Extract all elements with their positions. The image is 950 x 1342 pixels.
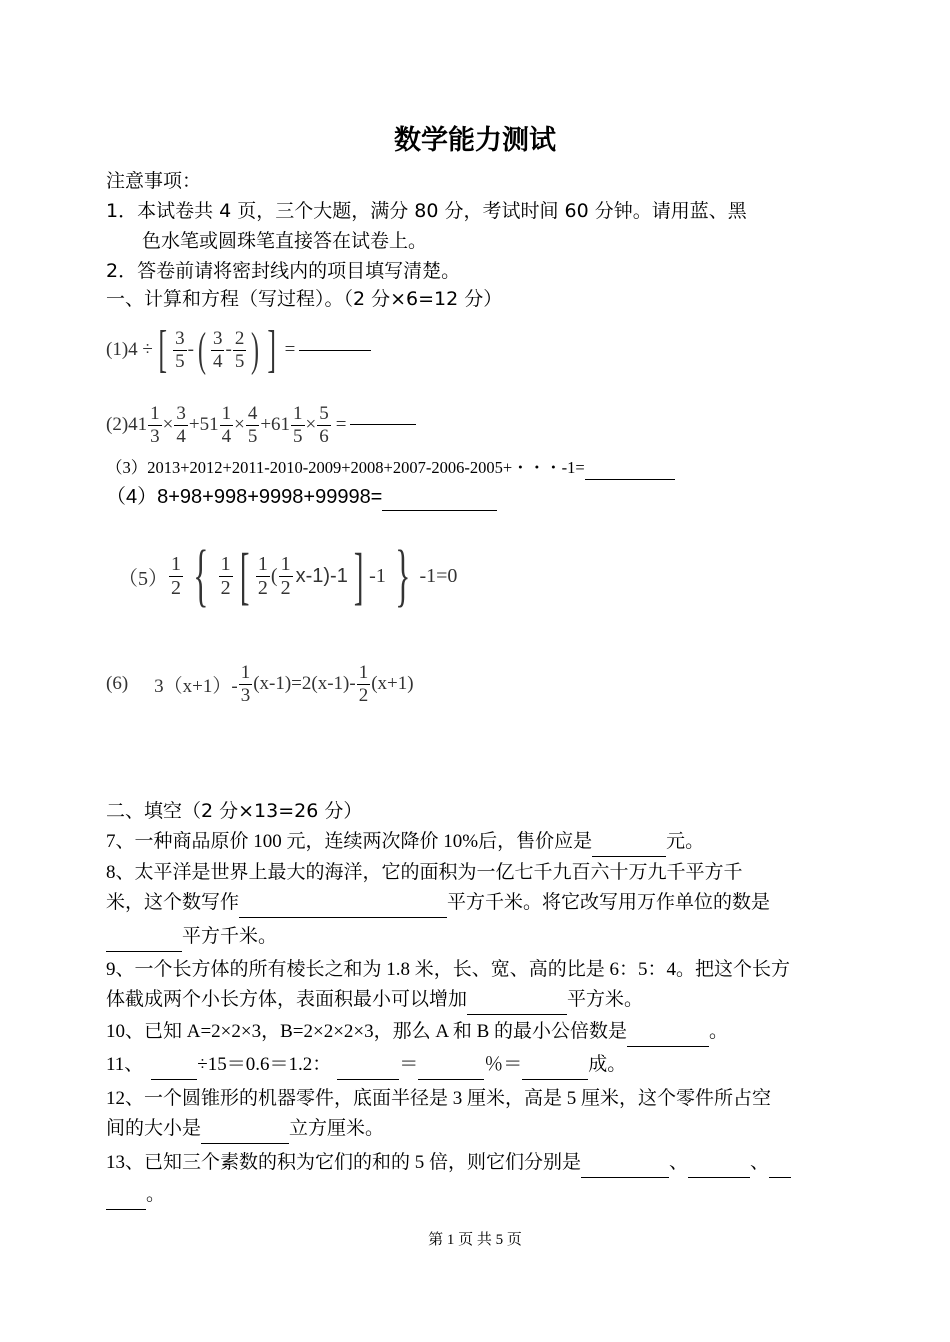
notes-item-1-cont: 色水笔或圆珠笔直接答在试卷上。 xyxy=(142,230,428,252)
q5-tail-1: )-1 xyxy=(323,564,348,587)
q7-answer-blank[interactable] xyxy=(592,834,666,857)
q13-answer-blank-2[interactable] xyxy=(688,1155,750,1178)
q9-answer-blank[interactable] xyxy=(467,992,567,1015)
question-5 xyxy=(118,538,457,614)
q5-paren-open: ( xyxy=(270,564,278,587)
q2-times-1: × xyxy=(162,414,174,435)
q1-fraction-2: $\frac{3}{4}$ xyxy=(212,327,223,372)
q13-answer-blank-1[interactable] xyxy=(581,1155,669,1178)
question-8-line-1: 8、太平洋是世界上最大的海洋，它的面积为一亿七千九百六十万九千平方千 xyxy=(106,862,743,883)
q5-label: （5） xyxy=(118,567,168,590)
question-13 xyxy=(106,1148,791,1178)
q11-text-3: ％＝ xyxy=(484,1054,523,1075)
q1-answer-blank[interactable] xyxy=(299,350,371,351)
q5-brace-open: { xyxy=(193,537,209,614)
question-3 xyxy=(106,456,675,480)
q8-answer-blank-2[interactable] xyxy=(106,929,182,952)
question-7 xyxy=(106,827,704,857)
q1-label: (1)4 ÷ xyxy=(106,339,153,360)
q8-text-1: 米，这个数写作 xyxy=(106,892,240,913)
question-6 xyxy=(106,656,414,712)
q9-text: 体截成两个小长方体，表面积最小可以增加 xyxy=(106,989,468,1010)
q2-term-3: +61 xyxy=(260,414,291,435)
q2-label: (2)41 xyxy=(106,414,148,435)
q1-minus: - xyxy=(187,339,194,360)
q13-answer-blank-3b[interactable] xyxy=(106,1187,146,1210)
q2-fraction-b3: $\frac{5}{6}$ xyxy=(319,402,329,447)
q7-unit: 元。 xyxy=(666,831,705,852)
q1-minus-2: - xyxy=(225,339,232,360)
q11-text-4: 成。 xyxy=(588,1054,627,1075)
q13-text: 13、已知三个素数的积为它们的和的 5 倍，则它们分别是 xyxy=(106,1152,582,1173)
q1-paren-close: ) xyxy=(251,323,260,376)
q6-fraction-2: $\frac{1}{2}$ xyxy=(358,661,369,706)
notes-item-1: 1．本试卷共 4 页，三个大题，满分 80 分，考试时间 60 分钟。请用蓝、黑 xyxy=(106,200,747,222)
q9-unit: 平方米。 xyxy=(567,989,644,1010)
q5-fraction-2: $\frac{1}{2}$ xyxy=(220,552,231,599)
q8-answer-blank-1[interactable] xyxy=(239,895,447,918)
question-9-line-1: 9、一个长方体的所有棱长之和为 1.8 米，长、宽、高的比是 6：5：4。把这个长方 xyxy=(106,959,791,980)
question-8-line-2 xyxy=(106,888,770,918)
q11-text-1: ÷15＝0.6＝1.2： xyxy=(197,1054,332,1075)
q4-answer-blank[interactable] xyxy=(382,488,497,511)
q6-term-3: (x+1) xyxy=(371,673,414,694)
q11-answer-blank-2[interactable] xyxy=(337,1057,399,1080)
question-12-line-1: 12、一个圆锥形的机器零件，底面半径是 3 厘米，高是 5 厘米，这个零件所占空 xyxy=(106,1088,772,1109)
q2-fraction-a2: $\frac{1}{4}$ xyxy=(221,402,232,447)
q11-answer-blank-4[interactable] xyxy=(522,1057,588,1080)
q11-answer-blank-3[interactable] xyxy=(418,1057,484,1080)
page-footer: 第 1 页 共 5 页 xyxy=(428,1232,522,1248)
q1-bracket-open: [ xyxy=(158,321,167,378)
section1-heading: 一、计算和方程（写过程）。（2 分×6=12 分） xyxy=(106,288,503,310)
q5-fraction-4: $\frac{1}{2}$ xyxy=(280,552,291,599)
q11-text-2: ＝ xyxy=(399,1054,419,1075)
question-12-line-2 xyxy=(106,1114,384,1144)
q2-times-2: × xyxy=(234,414,245,435)
q11-answer-blank-1[interactable] xyxy=(151,1057,197,1080)
q8-text-2: 平方千米。将它改写用万作单位的数是 xyxy=(447,892,771,913)
q1-fraction-3: $\frac{2}{5}$ xyxy=(234,327,245,372)
q5-bracket-open: [ xyxy=(239,540,250,611)
q13-sep-2: 、 xyxy=(750,1152,770,1173)
q3-text: （3）2013+2012+2011-2010-2009+2008+2007-2006-2005+・・・-1= xyxy=(106,458,585,477)
q2-fraction-a1: $\frac{1}{3}$ xyxy=(150,402,160,447)
q12-text: 间的大小是 xyxy=(106,1118,202,1139)
q6-label: (6) xyxy=(106,673,129,694)
question-2 xyxy=(106,396,416,454)
question-8-line-3 xyxy=(106,922,277,952)
q2-fraction-b1: $\frac{3}{4}$ xyxy=(176,402,186,447)
question-4 xyxy=(106,483,497,511)
q10-answer-blank[interactable] xyxy=(627,1024,709,1047)
q2-answer-blank[interactable] xyxy=(350,414,416,425)
question-9-line-2 xyxy=(106,985,643,1015)
q10-text: 10、已知 A=2×2×3，B=2×2×2×3，那么 A 和 B 的最小公倍数是 xyxy=(106,1021,627,1042)
q2-times-3: × xyxy=(305,414,317,435)
q5-brace-close: } xyxy=(395,537,411,614)
question-1 xyxy=(106,320,371,380)
q1-equals: = xyxy=(284,339,296,360)
q6-fraction-1: $\frac{1}{3}$ xyxy=(240,661,251,706)
q2-fraction-b2: $\frac{4}{5}$ xyxy=(247,402,258,447)
q12-answer-blank[interactable] xyxy=(201,1121,289,1144)
q1-fraction-1: $\frac{3}{5}$ xyxy=(175,327,185,372)
notes-heading: 注意事项： xyxy=(106,170,202,192)
q5-tail-3: -1=0 xyxy=(419,564,458,587)
q2-equals: = xyxy=(335,414,347,435)
section2-heading: 二、填空（2 分×13=26 分） xyxy=(106,800,363,822)
question-10 xyxy=(106,1017,728,1047)
q10-end: 。 xyxy=(709,1021,729,1042)
q2-fraction-a3: $\frac{1}{5}$ xyxy=(293,402,303,447)
q5-fraction-1: $\frac{1}{2}$ xyxy=(171,552,181,599)
q3-answer-blank[interactable] xyxy=(585,461,675,480)
q6-term-1: 3（x+1）- xyxy=(154,675,238,697)
q1-paren-open: ( xyxy=(197,323,206,376)
q12-unit: 立方厘米。 xyxy=(289,1118,385,1139)
q13-end: 。 xyxy=(146,1184,166,1205)
notes-item-2: 2．答卷前请将密封线内的项目填写清楚。 xyxy=(106,260,461,282)
q6-term-2: (x-1)=2(x-1)- xyxy=(253,673,356,694)
q2-term-2: +51 xyxy=(188,414,219,435)
q5-fraction-3: $\frac{1}{2}$ xyxy=(257,552,268,599)
question-13-cont xyxy=(106,1180,165,1210)
q13-sep-1: 、 xyxy=(669,1152,689,1173)
q8-unit: 平方千米。 xyxy=(182,926,278,947)
q7-text: 7、一种商品原价 100 元，连续两次降价 10%后，售价应是 xyxy=(106,831,593,852)
question-11 xyxy=(106,1050,626,1080)
q1-bracket-close: ] xyxy=(267,321,277,378)
q11-label: 11、 xyxy=(106,1054,144,1075)
page-title: 数学能力测试 xyxy=(394,125,556,156)
q4-text: （4）8+98+998+9998+99998= xyxy=(106,486,383,508)
q5-tail-2: -1 xyxy=(369,564,386,587)
q5-bracket-close: ] xyxy=(353,540,364,611)
q13-answer-blank-3a[interactable] xyxy=(769,1155,791,1178)
q5-x-term: x-1 xyxy=(295,564,324,587)
